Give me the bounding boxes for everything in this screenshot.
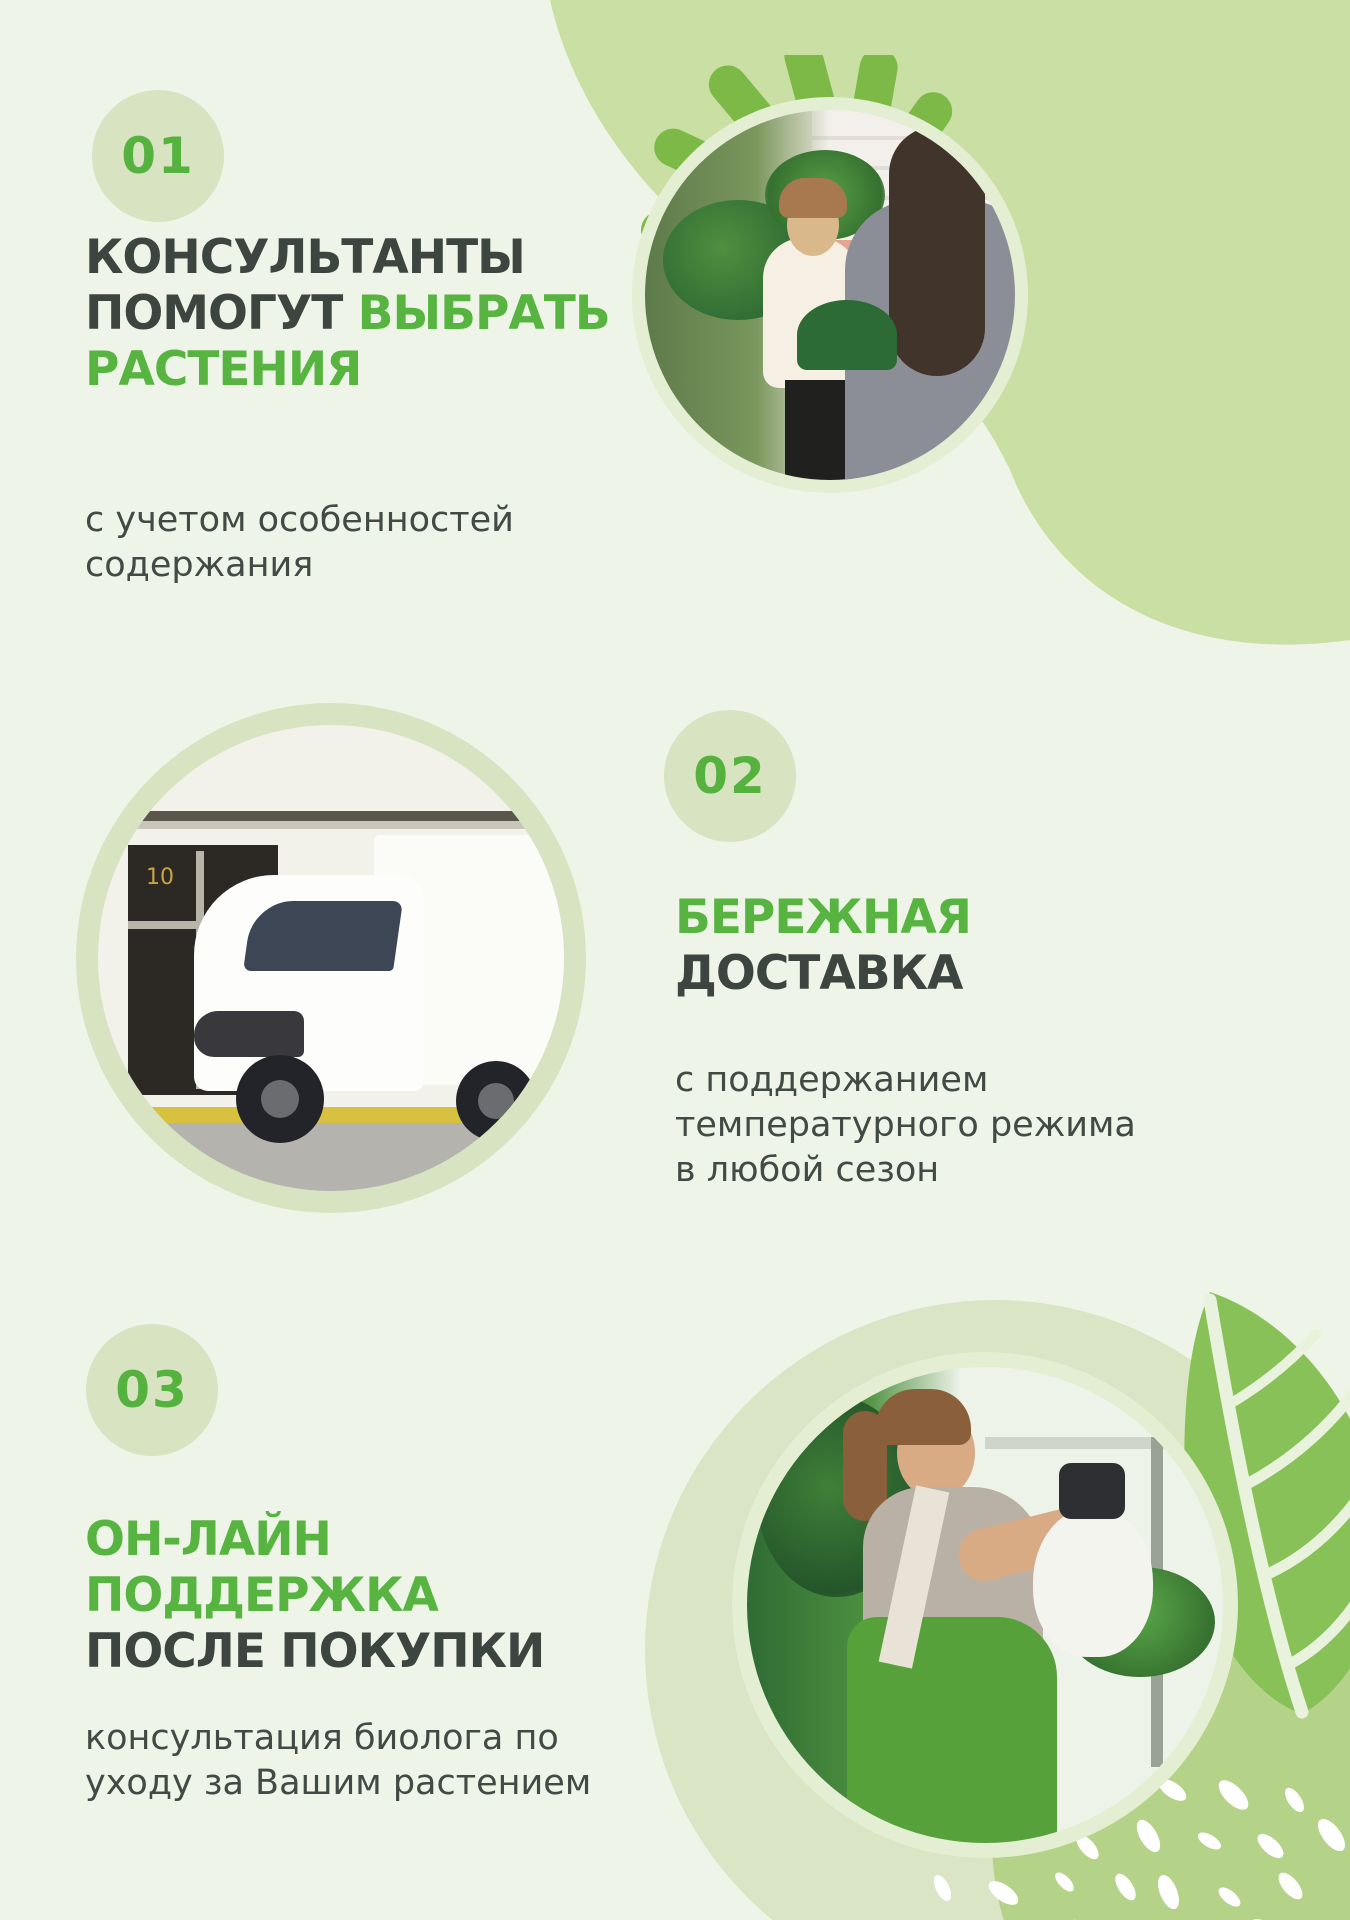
dot xyxy=(1132,1816,1165,1856)
title-line xyxy=(85,1512,544,1568)
dot xyxy=(1052,1869,1077,1894)
section-3-subtitle xyxy=(85,1716,591,1806)
title-segment: ПОСЛЕ ПОКУПКИ xyxy=(85,1624,545,1679)
title-line xyxy=(85,1624,544,1680)
section-1-number-badge xyxy=(92,90,224,222)
dot xyxy=(1247,1914,1287,1920)
title-line xyxy=(85,230,610,286)
subtitle-line: с поддержанием xyxy=(675,1060,989,1100)
section-2-number-badge xyxy=(664,710,796,842)
dot xyxy=(1215,1884,1243,1910)
dot xyxy=(1281,1785,1307,1815)
delivery-van-photo xyxy=(98,725,564,1191)
title-line xyxy=(85,286,610,342)
subtitle-line: в любой сезон xyxy=(675,1150,940,1190)
title-segment: ВЫБРАТЬ xyxy=(357,286,610,341)
subtitle-line: уходу за Вашим растением xyxy=(85,1763,592,1803)
title-segment: РАСТЕНИЯ xyxy=(85,342,362,397)
subtitle-line: с учетом особенностей xyxy=(85,500,514,540)
plant-shop-consultants-photo xyxy=(645,110,1015,480)
title-line xyxy=(675,946,971,1002)
subtitle-line: консультация биолога по xyxy=(85,1718,559,1758)
plant-care-support-photo xyxy=(747,1367,1223,1843)
section-1-number: 01 xyxy=(121,127,195,185)
dot xyxy=(1195,1829,1224,1853)
section-3-number-badge xyxy=(86,1324,218,1456)
section-3-title xyxy=(85,1512,544,1680)
title-segment: ОН-ЛАЙН xyxy=(85,1512,331,1567)
section-1-subtitle xyxy=(85,498,514,588)
section-2-subtitle xyxy=(675,1058,1136,1193)
section-1-title xyxy=(85,230,610,398)
section-2-title xyxy=(675,890,971,1002)
dot xyxy=(1313,1814,1350,1855)
dot xyxy=(1065,1915,1101,1920)
title-line xyxy=(675,890,971,946)
title-segment: КОНСУЛЬТАНТЫ xyxy=(85,230,525,285)
dot xyxy=(1274,1869,1307,1904)
title-line xyxy=(85,1568,544,1624)
subtitle-line: содержания xyxy=(85,545,314,585)
dot xyxy=(1254,1830,1288,1863)
dot xyxy=(1111,1870,1139,1903)
dot xyxy=(1214,1775,1253,1814)
title-segment: ПОДДЕРЖКА xyxy=(85,1568,438,1623)
section-3-number: 03 xyxy=(115,1361,189,1419)
subtitle-line: температурного режима xyxy=(675,1105,1136,1145)
title-segment: ПОМОГУТ xyxy=(85,286,358,341)
title-segment: ДОСТАВКА xyxy=(675,946,963,1001)
dot xyxy=(985,1877,1022,1910)
door-number-label: 10 xyxy=(146,865,174,890)
title-segment: БЕРЕЖНАЯ xyxy=(675,890,971,945)
section-2-number: 02 xyxy=(693,747,767,805)
title-line xyxy=(85,342,610,398)
dot xyxy=(930,1872,954,1903)
dot xyxy=(1154,1872,1184,1912)
